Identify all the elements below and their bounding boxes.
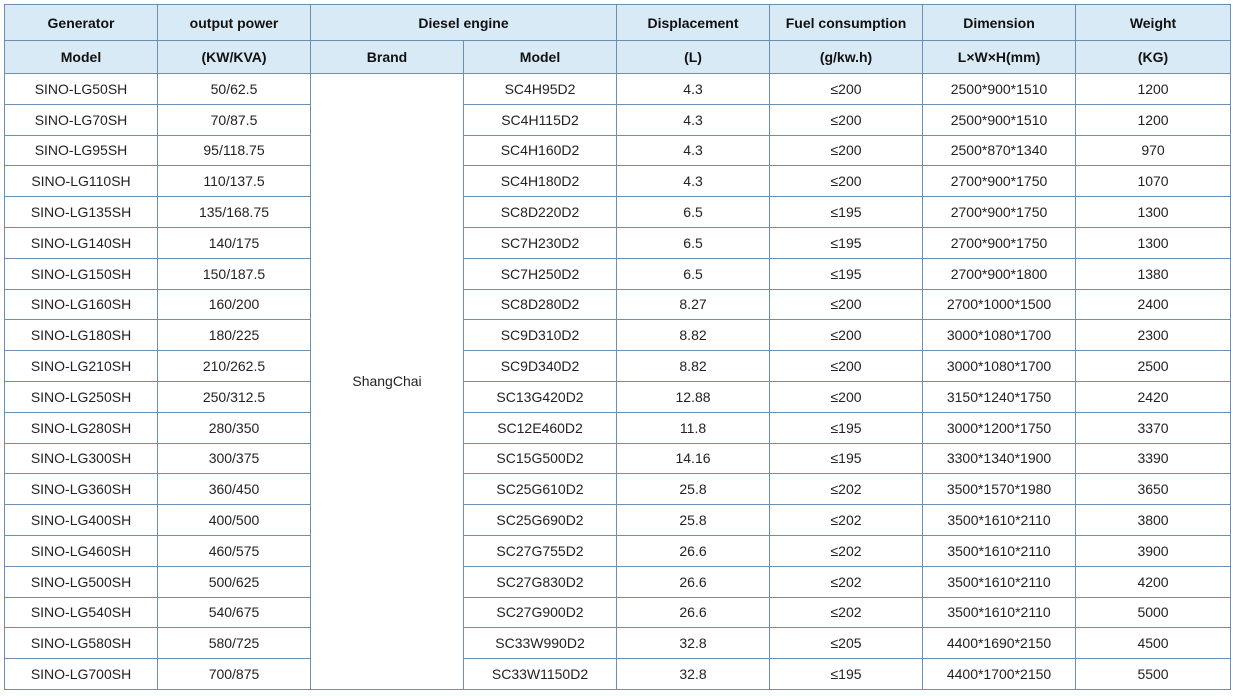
dimension-cell: 3300*1340*1900	[923, 443, 1076, 474]
generator-model-cell: SINO-LG70SH	[5, 104, 158, 135]
weight-cell: 2420	[1076, 381, 1231, 412]
displacement-cell: 6.5	[617, 258, 770, 289]
weight-cell: 3800	[1076, 505, 1231, 536]
output-power-cell: 70/87.5	[158, 104, 311, 135]
dimension-cell: 3500*1610*2110	[923, 535, 1076, 566]
table-row	[5, 351, 1231, 382]
fuel-consumption-cell: ≤202	[770, 535, 923, 566]
fuel-consumption-cell: ≤202	[770, 505, 923, 536]
dimension-cell: 3150*1240*1750	[923, 381, 1076, 412]
weight-cell: 970	[1076, 135, 1231, 166]
header-generator-model: Model	[5, 41, 158, 74]
generator-model-cell: SINO-LG160SH	[5, 289, 158, 320]
header-output-unit: (KW/KVA)	[158, 41, 311, 74]
engine-model-cell: SC8D220D2	[464, 197, 617, 228]
header-row-1	[5, 5, 1231, 41]
engine-model-cell: SC4H180D2	[464, 166, 617, 197]
generator-model-cell: SINO-LG150SH	[5, 258, 158, 289]
weight-cell: 3390	[1076, 443, 1231, 474]
table-row	[5, 628, 1231, 659]
displacement-cell: 12.88	[617, 381, 770, 412]
engine-model-cell: SC27G900D2	[464, 597, 617, 628]
table-row	[5, 104, 1231, 135]
table-row	[5, 74, 1231, 105]
engine-model-cell: SC12E460D2	[464, 412, 617, 443]
output-power-cell: 300/375	[158, 443, 311, 474]
dimension-cell: 2700*900*1800	[923, 258, 1076, 289]
output-power-cell: 580/725	[158, 628, 311, 659]
generator-model-cell: SINO-LG50SH	[5, 74, 158, 105]
table-row	[5, 320, 1231, 351]
weight-cell: 1380	[1076, 258, 1231, 289]
output-power-cell: 210/262.5	[158, 351, 311, 382]
table-row	[5, 597, 1231, 628]
output-power-cell: 700/875	[158, 659, 311, 690]
displacement-cell: 8.82	[617, 320, 770, 351]
engine-model-cell: SC27G830D2	[464, 566, 617, 597]
weight-cell: 3650	[1076, 474, 1231, 505]
header-engine-model: Model	[464, 41, 617, 74]
output-power-cell: 150/187.5	[158, 258, 311, 289]
output-power-cell: 460/575	[158, 535, 311, 566]
table-row	[5, 258, 1231, 289]
weight-cell: 1300	[1076, 227, 1231, 258]
generator-model-cell: SINO-LG140SH	[5, 227, 158, 258]
table-row	[5, 197, 1231, 228]
header-dimension-unit: L×W×H(mm)	[923, 41, 1076, 74]
dimension-cell: 2500*900*1510	[923, 104, 1076, 135]
weight-cell: 2500	[1076, 351, 1231, 382]
generator-model-cell: SINO-LG300SH	[5, 443, 158, 474]
generator-model-cell: SINO-LG500SH	[5, 566, 158, 597]
dimension-cell: 3500*1570*1980	[923, 474, 1076, 505]
weight-cell: 3370	[1076, 412, 1231, 443]
displacement-cell: 8.82	[617, 351, 770, 382]
engine-model-cell: SC4H115D2	[464, 104, 617, 135]
output-power-cell: 50/62.5	[158, 74, 311, 105]
output-power-cell: 540/675	[158, 597, 311, 628]
generator-model-cell: SINO-LG280SH	[5, 412, 158, 443]
weight-cell: 1200	[1076, 104, 1231, 135]
generator-model-cell: SINO-LG250SH	[5, 381, 158, 412]
header-weight: Weight	[1076, 5, 1231, 41]
dimension-cell: 4400*1690*2150	[923, 628, 1076, 659]
dimension-cell: 2700*900*1750	[923, 197, 1076, 228]
displacement-cell: 32.8	[617, 659, 770, 690]
generator-model-cell: SINO-LG180SH	[5, 320, 158, 351]
table-row	[5, 227, 1231, 258]
table-row	[5, 566, 1231, 597]
generator-model-cell: SINO-LG700SH	[5, 659, 158, 690]
fuel-consumption-cell: ≤200	[770, 289, 923, 320]
generator-model-cell: SINO-LG460SH	[5, 535, 158, 566]
output-power-cell: 400/500	[158, 505, 311, 536]
output-power-cell: 135/168.75	[158, 197, 311, 228]
weight-cell: 2400	[1076, 289, 1231, 320]
displacement-cell: 11.8	[617, 412, 770, 443]
header-fuel-consumption: Fuel consumption	[770, 5, 923, 41]
brand-cell: ShangChai	[311, 74, 464, 690]
header-displacement: Displacement	[617, 5, 770, 41]
dimension-cell: 3000*1080*1700	[923, 351, 1076, 382]
output-power-cell: 110/137.5	[158, 166, 311, 197]
fuel-consumption-cell: ≤200	[770, 351, 923, 382]
fuel-consumption-cell: ≤195	[770, 258, 923, 289]
weight-cell: 2300	[1076, 320, 1231, 351]
table-row	[5, 289, 1231, 320]
header-output-power: output power	[158, 5, 311, 41]
engine-model-cell: SC7H250D2	[464, 258, 617, 289]
output-power-cell: 140/175	[158, 227, 311, 258]
fuel-consumption-cell: ≤195	[770, 659, 923, 690]
engine-model-cell: SC7H230D2	[464, 227, 617, 258]
generator-model-cell: SINO-LG580SH	[5, 628, 158, 659]
fuel-consumption-cell: ≤200	[770, 381, 923, 412]
output-power-cell: 95/118.75	[158, 135, 311, 166]
fuel-consumption-cell: ≤202	[770, 597, 923, 628]
table-row	[5, 659, 1231, 690]
fuel-consumption-cell: ≤200	[770, 74, 923, 105]
fuel-consumption-cell: ≤200	[770, 320, 923, 351]
dimension-cell: 2500*870*1340	[923, 135, 1076, 166]
displacement-cell: 6.5	[617, 197, 770, 228]
header-brand: Brand	[311, 41, 464, 74]
engine-model-cell: SC25G610D2	[464, 474, 617, 505]
output-power-cell: 500/625	[158, 566, 311, 597]
engine-model-cell: SC4H95D2	[464, 74, 617, 105]
weight-cell: 5500	[1076, 659, 1231, 690]
engine-model-cell: SC9D340D2	[464, 351, 617, 382]
header-fuel-unit: (g/kw.h)	[770, 41, 923, 74]
displacement-cell: 4.3	[617, 104, 770, 135]
weight-cell: 3900	[1076, 535, 1231, 566]
displacement-cell: 25.8	[617, 505, 770, 536]
weight-cell: 1200	[1076, 74, 1231, 105]
table-row	[5, 166, 1231, 197]
generator-model-cell: SINO-LG95SH	[5, 135, 158, 166]
weight-cell: 4200	[1076, 566, 1231, 597]
displacement-cell: 8.27	[617, 289, 770, 320]
engine-model-cell: SC25G690D2	[464, 505, 617, 536]
table-body	[5, 74, 1231, 690]
header-displacement-unit: (L)	[617, 41, 770, 74]
engine-model-cell: SC15G500D2	[464, 443, 617, 474]
dimension-cell: 4400*1700*2150	[923, 659, 1076, 690]
dimension-cell: 2700*900*1750	[923, 166, 1076, 197]
displacement-cell: 26.6	[617, 566, 770, 597]
header-weight-unit: (KG)	[1076, 41, 1231, 74]
generator-model-cell: SINO-LG135SH	[5, 197, 158, 228]
generator-model-cell: SINO-LG210SH	[5, 351, 158, 382]
generator-model-cell: SINO-LG540SH	[5, 597, 158, 628]
engine-model-cell: SC8D280D2	[464, 289, 617, 320]
dimension-cell: 3000*1080*1700	[923, 320, 1076, 351]
table-row	[5, 505, 1231, 536]
dimension-cell: 2700*1000*1500	[923, 289, 1076, 320]
fuel-consumption-cell: ≤202	[770, 474, 923, 505]
output-power-cell: 160/200	[158, 289, 311, 320]
fuel-consumption-cell: ≤195	[770, 197, 923, 228]
generator-model-cell: SINO-LG360SH	[5, 474, 158, 505]
engine-model-cell: SC33W990D2	[464, 628, 617, 659]
engine-model-cell: SC4H160D2	[464, 135, 617, 166]
fuel-consumption-cell: ≤195	[770, 412, 923, 443]
weight-cell: 5000	[1076, 597, 1231, 628]
displacement-cell: 32.8	[617, 628, 770, 659]
fuel-consumption-cell: ≤195	[770, 227, 923, 258]
dimension-cell: 3000*1200*1750	[923, 412, 1076, 443]
dimension-cell: 2500*900*1510	[923, 74, 1076, 105]
weight-cell: 4500	[1076, 628, 1231, 659]
displacement-cell: 4.3	[617, 135, 770, 166]
fuel-consumption-cell: ≤205	[770, 628, 923, 659]
generator-model-cell: SINO-LG110SH	[5, 166, 158, 197]
output-power-cell: 280/350	[158, 412, 311, 443]
table-row	[5, 135, 1231, 166]
fuel-consumption-cell: ≤200	[770, 135, 923, 166]
engine-model-cell: SC13G420D2	[464, 381, 617, 412]
weight-cell: 1300	[1076, 197, 1231, 228]
dimension-cell: 3500*1610*2110	[923, 566, 1076, 597]
displacement-cell: 6.5	[617, 227, 770, 258]
fuel-consumption-cell: ≤200	[770, 104, 923, 135]
engine-model-cell: SC9D310D2	[464, 320, 617, 351]
header-dimension: Dimension	[923, 5, 1076, 41]
generator-model-cell: SINO-LG400SH	[5, 505, 158, 536]
table-row	[5, 443, 1231, 474]
displacement-cell: 4.3	[617, 166, 770, 197]
table-row	[5, 535, 1231, 566]
displacement-cell: 26.6	[617, 535, 770, 566]
header-generator: Generator	[5, 5, 158, 41]
fuel-consumption-cell: ≤202	[770, 566, 923, 597]
displacement-cell: 4.3	[617, 74, 770, 105]
table-header	[5, 5, 1231, 74]
weight-cell: 1070	[1076, 166, 1231, 197]
output-power-cell: 250/312.5	[158, 381, 311, 412]
table-row	[5, 381, 1231, 412]
generator-spec-table	[4, 4, 1231, 690]
table-row	[5, 474, 1231, 505]
engine-model-cell: SC27G755D2	[464, 535, 617, 566]
dimension-cell: 3500*1610*2110	[923, 505, 1076, 536]
table-row	[5, 412, 1231, 443]
fuel-consumption-cell: ≤200	[770, 166, 923, 197]
fuel-consumption-cell: ≤195	[770, 443, 923, 474]
dimension-cell: 3500*1610*2110	[923, 597, 1076, 628]
displacement-cell: 25.8	[617, 474, 770, 505]
output-power-cell: 180/225	[158, 320, 311, 351]
output-power-cell: 360/450	[158, 474, 311, 505]
header-diesel-engine: Diesel engine	[311, 5, 617, 41]
displacement-cell: 26.6	[617, 597, 770, 628]
dimension-cell: 2700*900*1750	[923, 227, 1076, 258]
header-row-2	[5, 41, 1231, 74]
displacement-cell: 14.16	[617, 443, 770, 474]
engine-model-cell: SC33W1150D2	[464, 659, 617, 690]
